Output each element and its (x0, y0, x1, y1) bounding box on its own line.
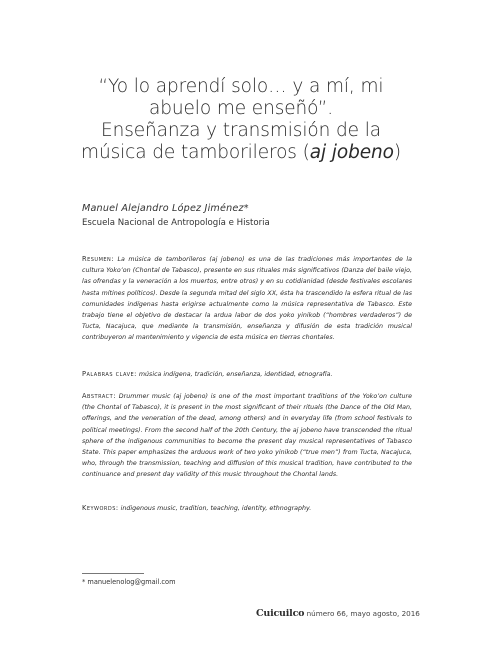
resumen-label: Resumen: (82, 255, 115, 263)
issue-info: número 66, mayo agosto, 2016 (306, 609, 420, 618)
page-footer (256, 608, 420, 619)
palabras-clave-label: Palabras clave: (82, 370, 137, 378)
keywords-text: indigenous music, tradition, teaching, identity, ethnography. (120, 505, 312, 512)
resumen-text: La música de tamborileros (aj jobeno) es una de las tradiciones más importantes de la cultura Yoko’on (Chontal de Tabasco), presente en sus rituales más significativos (Danza del baile viejo, las ofrendas y la veneración a los muertos, entre otros) y en su cotidianidad (desde festivales escolares hasta mítines políticos). Desde la segunda mitad del siglo XX, ésta ha trascendido la esfera ritual de las comunidades indígenas hasta erigirse actualmente como la música representativa de Tabasco. Este trabajo tiene el objetivo de destacar la ardua labor de dos yoko yinikob (“hombres verdaderos”) de Tucta, Nacajuca, que mediante la transmisión, enseñanza y difusión de esta tradición musical contribuyeron al mantenimiento y vigencia de esta música en tierras chontales. (82, 256, 412, 342)
abstract-label: Abstract: (82, 392, 116, 400)
palabras-clave-paragraph (82, 369, 412, 380)
journal-logo: Cuicuilco (256, 608, 305, 619)
keywords-paragraph (82, 503, 412, 514)
title-line-4-italic: aj jobeno (309, 142, 394, 163)
author-name: Manuel Alejandro López Jiménez* (82, 203, 249, 214)
title-line-4 (60, 142, 422, 164)
article-title (60, 76, 422, 164)
footnote-divider (82, 573, 144, 574)
author-affiliation: Escuela Nacional de Antropología e Historia (82, 218, 270, 228)
keywords-label: Keywords: (82, 504, 119, 512)
title-line-3: Enseñanza y transmisión de la (101, 120, 381, 141)
palabras-clave-text: música indígena, tradición, enseñanza, identidad, etnografía. (138, 371, 333, 378)
resumen-paragraph (82, 254, 412, 344)
title-line-4-prefix: música de tamborileros ( (81, 142, 310, 163)
abstract-paragraph (82, 391, 412, 481)
title-line-1: “Yo lo aprendí solo… y a mí, mi (98, 76, 384, 97)
title-line-2: abuelo me enseñó”. (149, 98, 333, 119)
author-email-footnote: * manuelenolog@gmail.com (82, 578, 176, 586)
abstract-text: Drummer music (aj jobeno) is one of the most important traditions of the Yoko’on culture (the Chontal of Tabasco), it is present in the most significant of their rituals (the Dance of the Old Man, offerings, and the veneration of the dead, among others) and in everyday life (from school festivals to political meetings). From the second half of the 20th Century, the aj jobeno have transcended the ritual sphere of the indigenous communities to become the present day musical representatives of Tabasco State. This paper emphasizes the arduous work of two yoko yinikob (“true men”) from Tucta, Nacajuca, who, through the transmission, teaching and diffusion of this musical tradition, have contributed to the continuance and present day validity of this music throughout the Chontal lands. (82, 393, 412, 479)
title-line-4-suffix: ) (393, 142, 401, 163)
